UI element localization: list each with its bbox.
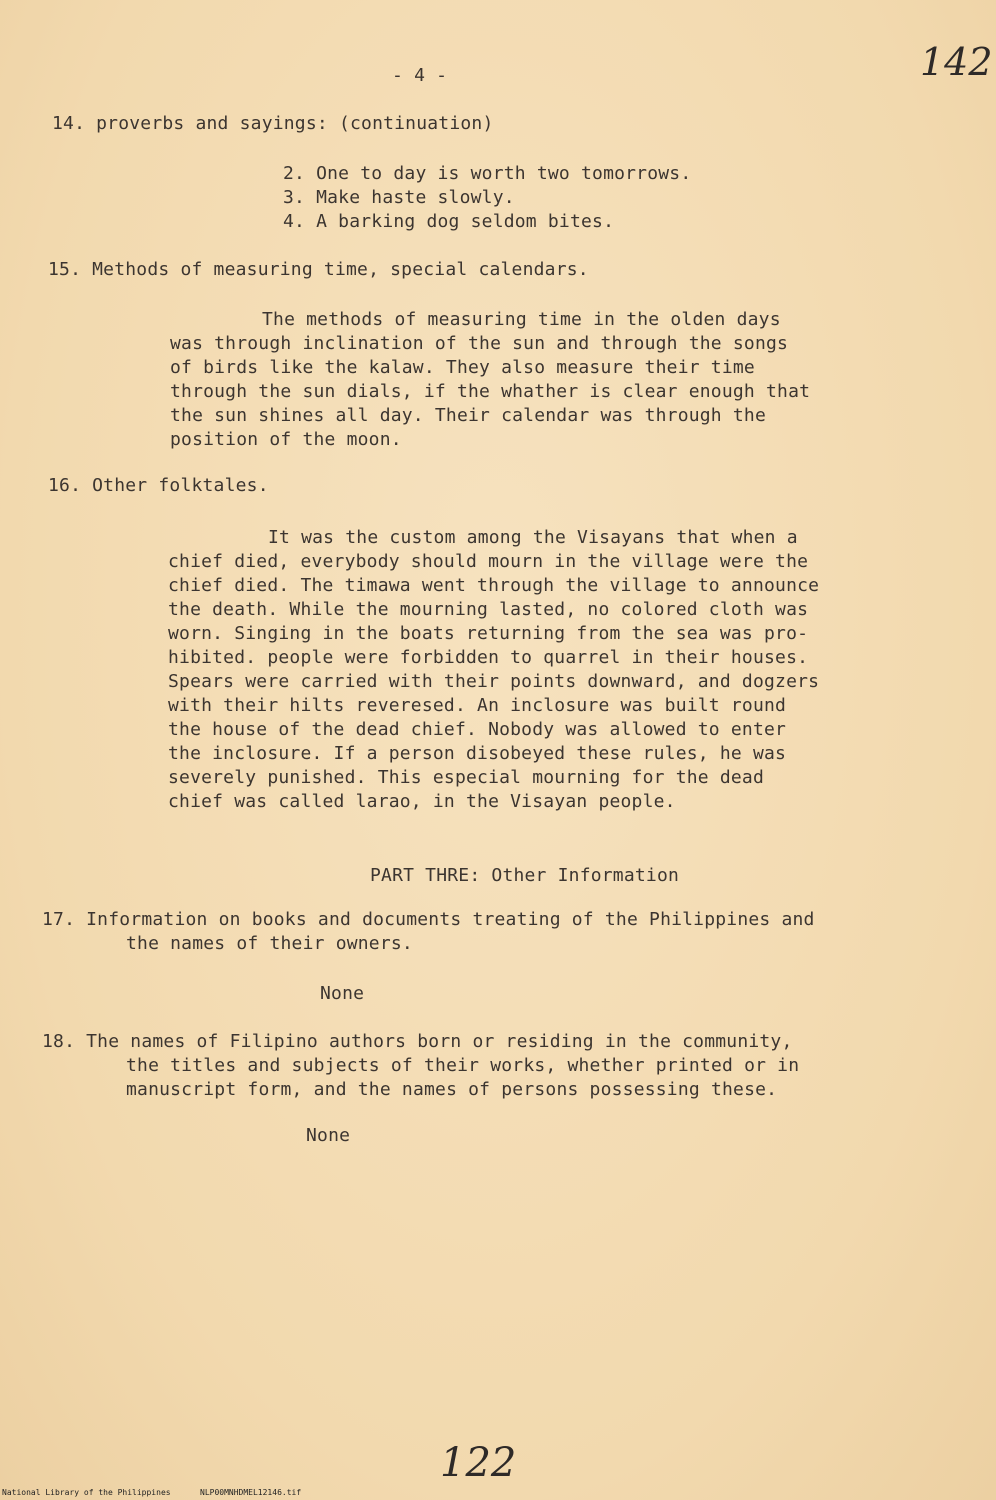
paragraph-line: through the sun dials, if the whather is clear enough that [170, 381, 811, 402]
paragraph-line: chief died, everybody should mourn in the village were the [168, 551, 809, 572]
footer-library: National Library of the Philippines [2, 1488, 171, 1497]
item14-heading: 14. proverbs and sayings: (continuation) [52, 113, 494, 134]
item18-line: the titles and subjects of their works, whether printed or in [126, 1055, 800, 1076]
paragraph-line: The methods of measuring time in the olden days [262, 309, 781, 330]
paragraph-line: the house of the dead chief. Nobody was allowed to enter [168, 719, 787, 740]
paragraph-line: chief died. The timawa went through the village to announce [168, 575, 820, 596]
paragraph-line: It was the custom among the Visayans that when a [268, 527, 798, 548]
paragraph-line: Spears were carried with their points downward, and dogzers [168, 671, 820, 692]
paragraph-line: chief was called larao, in the Visayan people. [168, 791, 676, 812]
item18-line: manuscript form, and the names of persons possessing these. [126, 1079, 778, 1100]
item18-line: 18. The names of Filipino authors born or residing in the community, [42, 1031, 793, 1052]
item17-line: 17. Information on books and documents treating of the Philippines and [42, 909, 815, 930]
paragraph-line: with their hilts reveresed. An inclosure was built round [168, 695, 787, 716]
page-number: - 4 - [392, 65, 448, 86]
paragraph-line: of birds like the kalaw. They also measure their time [170, 357, 755, 378]
item17-line: the names of their owners. [126, 933, 413, 954]
paragraph-line: the sun shines all day. Their calendar was through the [170, 405, 766, 426]
paragraph-line: worn. Singing in the boats returning from the sea was pro- [168, 623, 809, 644]
paragraph-line: was through inclination of the sun and through the songs [170, 333, 789, 354]
handwritten-folio-number: 122 [440, 1440, 517, 1486]
paragraph-line: hibited. people were forbidden to quarrel in their houses. [168, 647, 809, 668]
item18-answer: None [306, 1125, 351, 1146]
proverb-line: 4. A barking dog seldom bites. [283, 211, 615, 232]
paragraph-line: position of the moon. [170, 429, 402, 450]
paragraph-line: severely punished. This especial mourning for the dead [168, 767, 764, 788]
item15-heading: 15. Methods of measuring time, special calendars. [48, 259, 589, 280]
proverb-line: 3. Make haste slowly. [283, 187, 515, 208]
proverb-line: 2. One to day is worth two tomorrows. [283, 163, 692, 184]
item16-heading: 16. Other folktales. [48, 475, 269, 496]
part-three-heading: PART THRE: Other Information [370, 865, 680, 886]
handwritten-page-number: 142 [920, 40, 993, 84]
item17-answer: None [320, 983, 365, 1004]
paragraph-line: the inclosure. If a person disobeyed these rules, he was [168, 743, 787, 764]
paragraph-line: the death. While the mourning lasted, no colored cloth was [168, 599, 809, 620]
footer-filename: NLP00MNHDMEL12146.tif [200, 1488, 302, 1497]
